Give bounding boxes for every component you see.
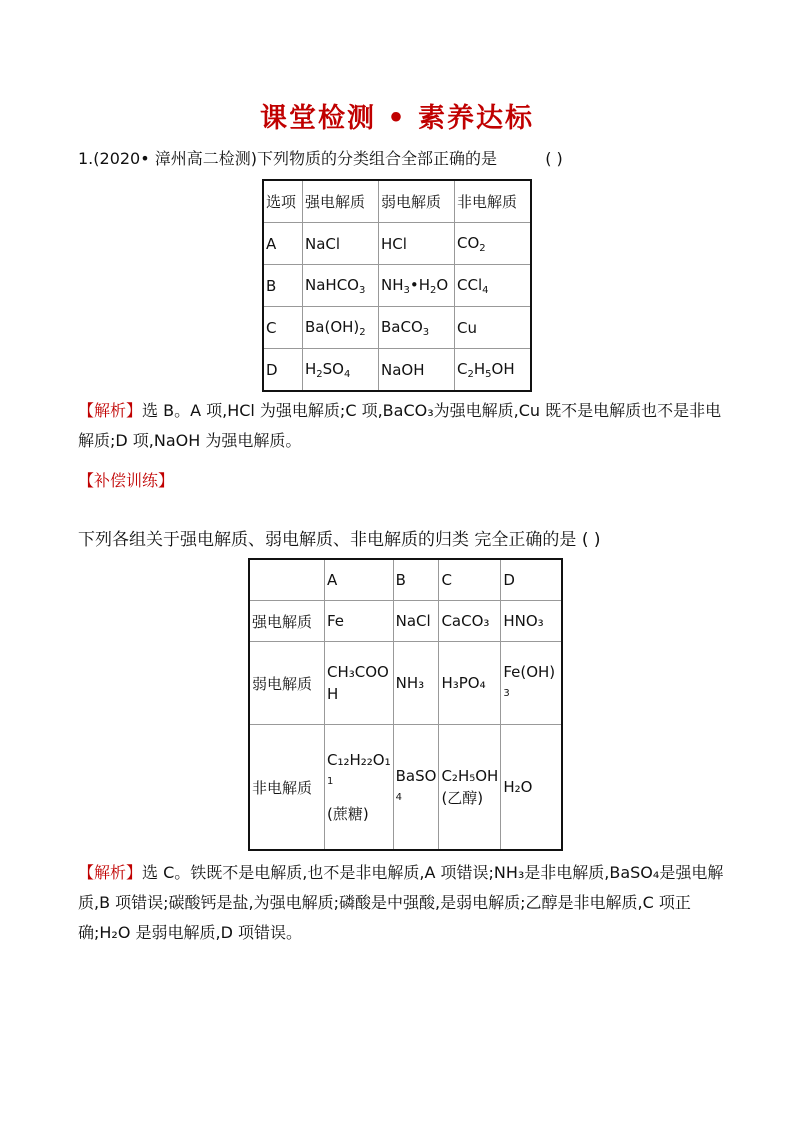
table-row [249, 601, 562, 642]
weak-cell: NaOH [379, 349, 455, 392]
question-1-text: 1.(2020• 漳州高二检测)下列物质的分类组合全部正确的是 [78, 149, 497, 168]
header-cell [249, 559, 325, 601]
header-cell: 强电解质 [303, 180, 379, 223]
cell: NH₃ [393, 642, 439, 725]
row-label: 非电解质 [249, 725, 325, 851]
header-cell: 选项 [263, 180, 303, 223]
cell: Fe(OH) 3 [501, 642, 563, 725]
weak-cell: HCl [379, 223, 455, 265]
cell: C₂H₅OH (乙醇) [439, 725, 501, 851]
non-cell: Cu [455, 307, 532, 349]
table-row [263, 265, 531, 307]
option-cell: D [263, 349, 303, 392]
row-label: 弱电解质 [249, 642, 325, 725]
option-cell: C [263, 307, 303, 349]
cell: H₃PO₄ [439, 642, 501, 725]
cell: NaCl [393, 601, 439, 642]
answer-paren: ( ) [545, 149, 563, 168]
analysis-tag: 【解析】 [78, 863, 143, 882]
cell: HNO₃ [501, 601, 563, 642]
strong-cell: $H_2SO_4$ [303, 349, 379, 392]
non-cell: $CO_2$ [455, 223, 532, 265]
option-cell: A [263, 223, 303, 265]
classification-table-2 [248, 558, 563, 851]
analysis-2 [78, 858, 726, 948]
header-cell: 弱电解质 [379, 180, 455, 223]
header-cell: 非电解质 [455, 180, 532, 223]
cell: CaCO₃ [439, 601, 501, 642]
table-row [263, 223, 531, 265]
classification-table-1 [262, 179, 532, 392]
question-1 [78, 146, 563, 169]
cell: CH₃COO H [325, 642, 394, 725]
table-row [249, 725, 562, 851]
header-cell: C [439, 559, 501, 601]
cell: BaSO 4 [393, 725, 439, 851]
row-label: 强电解质 [249, 601, 325, 642]
table-header-row [249, 559, 562, 601]
question-2 [78, 525, 600, 550]
table-row [249, 642, 562, 725]
cell: Fe [325, 601, 394, 642]
option-cell: B [263, 265, 303, 307]
question-2-text: 下列各组关于强电解质、弱电解质、非电解质的归类 完全正确的是 [78, 530, 577, 550]
header-cell: A [325, 559, 394, 601]
cell: H₂O [501, 725, 563, 851]
analysis-1 [78, 396, 726, 496]
table-header-row [263, 180, 531, 223]
header-cell: B [393, 559, 439, 601]
answer-paren: ( ) [581, 530, 601, 550]
non-cell: $C_2H_5OH$ [455, 349, 532, 392]
strong-cell: NaCl [303, 223, 379, 265]
analysis-text: 选 B。A 项,HCl 为强电解质;C 项,BaCO₃为强电解质,Cu 既不是电解质也不是非电解质;D 项,NaOH 为强电解质。 [78, 401, 722, 450]
weak-cell: $NH_3•H_2O$ [379, 265, 455, 307]
header-cell: D [501, 559, 563, 601]
analysis-text: 选 C。铁既不是电解质,也不是非电解质,A 项错误;NH₃是非电解质,BaSO₄是强电解质,B 项错误;碳酸钙是盐,为强电解质;磷酸是中强酸,是弱电解质;乙醇是非电解质,C 项正确;H₂O 是弱电解质,D 项错误。 [78, 863, 724, 942]
non-cell: CCl$_4$ [455, 265, 532, 307]
page-title: 课堂检测 • 素养达标 [259, 103, 535, 134]
analysis-tag: 【解析】 [78, 401, 143, 420]
cell: C₁₂H₂₂O₁ 1 (蔗糖) [325, 725, 394, 851]
weak-cell: BaCO$_3$ [379, 307, 455, 349]
strong-cell: $Ba(OH)_2$ [303, 307, 379, 349]
table-row [263, 349, 531, 392]
supplement-tag: 【补偿训练】 [78, 471, 175, 490]
strong-cell: NaHCO$_3$ [303, 265, 379, 307]
table-row [263, 307, 531, 349]
